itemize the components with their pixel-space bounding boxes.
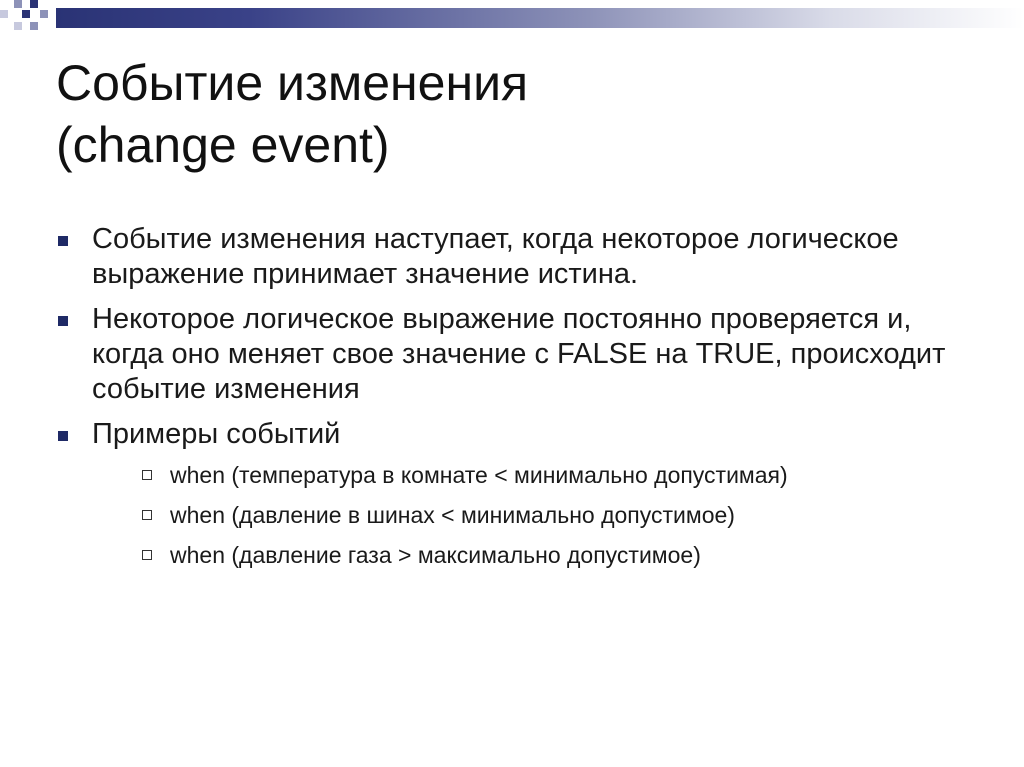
bullet-list bbox=[56, 222, 976, 588]
example-text: when (давление газа > максимально допустимое) bbox=[170, 542, 701, 568]
top-decorative-band bbox=[0, 0, 1024, 34]
slide-title-line-2: (change event) bbox=[56, 117, 390, 173]
example-item bbox=[140, 538, 976, 578]
decor-square bbox=[22, 10, 30, 18]
decor-square bbox=[14, 22, 22, 30]
examples-list bbox=[92, 458, 976, 578]
slide-title-line-1: Событие изменения bbox=[56, 55, 529, 111]
example-item bbox=[140, 498, 976, 538]
square-bullet-icon bbox=[58, 316, 68, 326]
hollow-square-bullet-icon bbox=[142, 470, 152, 480]
header-gradient-bar bbox=[56, 8, 1024, 28]
slide-title bbox=[56, 52, 956, 176]
hollow-square-bullet-icon bbox=[142, 550, 152, 560]
decor-square bbox=[0, 10, 8, 18]
example-item bbox=[140, 458, 976, 498]
decor-square bbox=[30, 0, 38, 8]
hollow-square-bullet-icon bbox=[142, 510, 152, 520]
decor-square bbox=[30, 22, 38, 30]
bullet-text: Некоторое логическое выражение постоянно проверяется и, когда оно меняет свое значение с FALSE на TRUE, происходит событие изменения bbox=[92, 303, 946, 405]
decor-square bbox=[40, 10, 48, 18]
example-text: when (давление в шинах < минимально допустимое) bbox=[170, 502, 735, 528]
bullet-item bbox=[56, 222, 976, 292]
example-text: when (температура в комнате < минимально допустимая) bbox=[170, 462, 788, 488]
bullet-item bbox=[56, 417, 976, 578]
square-bullet-icon bbox=[58, 431, 68, 441]
square-bullet-icon bbox=[58, 236, 68, 246]
bullet-item bbox=[56, 302, 976, 407]
bullet-text: Примеры событий bbox=[92, 418, 341, 450]
decor-square bbox=[14, 0, 22, 8]
bullet-text: Событие изменения наступает, когда некоторое логическое выражение принимает значение истина. bbox=[92, 223, 899, 290]
